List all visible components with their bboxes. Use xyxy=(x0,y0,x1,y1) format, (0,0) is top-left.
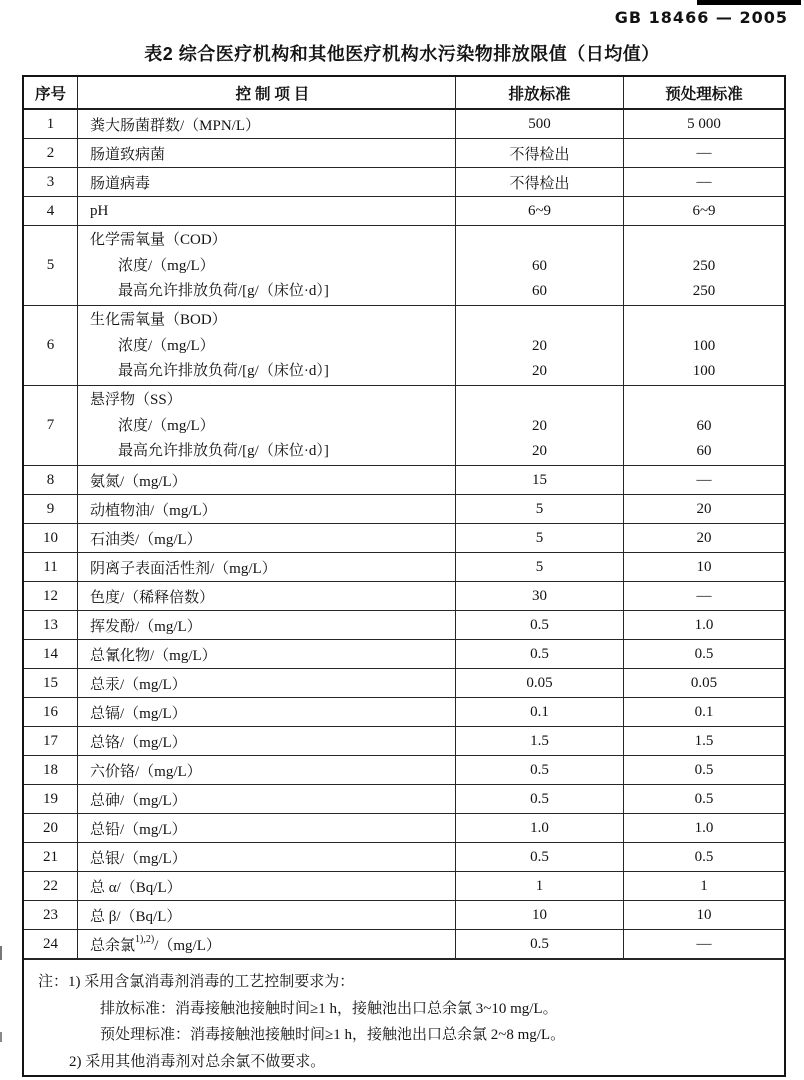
control-item-cell: 肠道病毒 xyxy=(78,168,456,196)
pretreatment-value-cell: 5 000 xyxy=(687,115,721,132)
pretreatment-value-cell: 6~9 xyxy=(692,202,716,219)
control-item-group-label: 化学需氧量（COD） xyxy=(90,232,227,248)
discharge-value-cell: 0.5 xyxy=(456,756,624,784)
pretreatment-value-cell: 0.5 xyxy=(694,790,714,807)
value-line-empty xyxy=(456,388,623,414)
table-row xyxy=(24,553,784,582)
row-number-cell: 10 xyxy=(24,524,78,552)
control-item-cell: 总氰化物/（mg/L） xyxy=(78,640,456,668)
table-row xyxy=(24,611,784,640)
row-number-cell: 2 xyxy=(24,139,78,167)
footnote-reference: 1),2) xyxy=(135,933,155,945)
value-line-empty xyxy=(624,228,784,254)
row-number-cell: 18 xyxy=(24,756,78,784)
table-footnote xyxy=(24,959,784,1075)
discharge-value-cell: 不得检出 xyxy=(456,139,624,167)
control-item-cell xyxy=(78,226,456,305)
pretreatment-value-cell: 1.5 xyxy=(694,732,714,749)
control-sub-item: 最高允许排放负荷/[g/（床位·d）] xyxy=(118,443,329,459)
discharge-sub-value: 20 xyxy=(532,337,547,354)
table-row xyxy=(24,669,784,698)
discharge-value-cell: 不得检出 xyxy=(456,168,624,196)
table-title: 表2 综合医疗机构和其他医疗机构水污染物排放限值（日均值） xyxy=(144,44,660,64)
control-item-cell: 总 α/（Bq/L） xyxy=(78,872,456,900)
header-control-item: 控 制 项 目 xyxy=(78,77,456,108)
discharge-value-cell: 0.1 xyxy=(456,698,624,726)
table-row xyxy=(24,901,784,930)
table-row xyxy=(24,872,784,901)
discharge-value-cell: 10 xyxy=(456,901,624,929)
control-item-group-label: 悬浮物（SS） xyxy=(90,392,182,408)
control-sub-item: 最高允许排放负荷/[g/（床位·d）] xyxy=(118,283,329,299)
pretreatment-value-cell: 20 xyxy=(696,529,712,546)
table-row xyxy=(24,756,784,785)
row-number-cell: 6 xyxy=(24,306,78,385)
control-item-cell: 总铅/（mg/L） xyxy=(78,814,456,842)
discharge-value-cell: 5 xyxy=(456,524,624,552)
table-body xyxy=(24,110,784,959)
control-item-cell: 肠道致病菌 xyxy=(78,139,456,167)
row-number-cell: 23 xyxy=(24,901,78,929)
discharge-value-cell: 5 xyxy=(456,553,624,581)
table-row xyxy=(24,386,784,466)
discharge-value-cell: 0.5 xyxy=(456,611,624,639)
table-row xyxy=(24,226,784,306)
row-number-cell: 5 xyxy=(24,226,78,305)
discharge-value-cell xyxy=(456,226,624,305)
pretreatment-value-cell: — xyxy=(696,173,712,190)
row-number-cell: 15 xyxy=(24,669,78,697)
control-item-cell xyxy=(78,306,456,385)
row-number-cell: 22 xyxy=(24,872,78,900)
pretreatment-sub-value: 60 xyxy=(696,443,712,459)
pretreatment-value-cell: 1 xyxy=(700,877,708,894)
discharge-sub-value: 20 xyxy=(532,443,547,459)
row-number-cell: 21 xyxy=(24,843,78,871)
row-number-cell: 16 xyxy=(24,698,78,726)
pretreatment-value-cell: — xyxy=(696,935,712,952)
discharge-value-cell: 1 xyxy=(456,872,624,900)
table-row xyxy=(24,785,784,814)
pretreatment-sub-value: 100 xyxy=(692,337,716,354)
control-item-cell: 六价铬/（mg/L） xyxy=(78,756,456,784)
pretreatment-sub-value: 250 xyxy=(692,283,716,299)
control-item-cell: 总余氯 $^{1),2)}$ /（mg/L） xyxy=(78,930,456,958)
row-number-cell: 12 xyxy=(24,582,78,610)
control-item-group-label: 生化需氧量（BOD） xyxy=(90,312,227,328)
discharge-value-cell: 15 xyxy=(456,466,624,494)
control-item-cell: 挥发酚/（mg/L） xyxy=(78,611,456,639)
header-serial-number: 序号 xyxy=(24,77,78,108)
pretreatment-value-cell: — xyxy=(696,587,712,604)
row-number-cell: 20 xyxy=(24,814,78,842)
control-item-cell: 粪大肠菌群数/（MPN/L） xyxy=(78,110,456,138)
discharge-value-cell: 30 xyxy=(456,582,624,610)
row-number-cell: 17 xyxy=(24,727,78,755)
standard-number: GB 18466 — 2005 xyxy=(614,8,788,27)
row-number-cell: 24 xyxy=(24,930,78,958)
discharge-value-cell: 0.5 xyxy=(456,640,624,668)
row-number-cell: 7 xyxy=(24,386,78,465)
scan-artifact-top-bar xyxy=(697,0,801,5)
control-item-cell: 总 β/（Bq/L） xyxy=(78,901,456,929)
scan-artifact-speck xyxy=(0,946,2,960)
pretreatment-value-cell: 1.0 xyxy=(694,819,714,836)
control-item-cell: pH xyxy=(78,197,456,225)
discharge-value-cell: 5 xyxy=(456,495,624,523)
row-number-cell: 14 xyxy=(24,640,78,668)
pretreatment-value-cell xyxy=(624,226,784,305)
table-row xyxy=(24,524,784,553)
pretreatment-sub-value: 250 xyxy=(692,257,716,274)
table-row xyxy=(24,640,784,669)
footnote-line: 注：1) 采用含氯消毒剂消毒的工艺控制要求为： xyxy=(38,974,355,990)
control-item-cell: 动植物油/（mg/L） xyxy=(78,495,456,523)
discharge-value-cell: 0.5 xyxy=(456,930,624,958)
header-discharge-standard: 排放标准 xyxy=(456,77,624,108)
row-number-cell: 13 xyxy=(24,611,78,639)
control-item-cell xyxy=(78,386,456,465)
table-row xyxy=(24,727,784,756)
control-sub-item: 浓度/（mg/L） xyxy=(118,257,215,274)
pretreatment-value-cell: 0.1 xyxy=(694,703,714,720)
control-sub-item: 浓度/（mg/L） xyxy=(118,417,215,434)
table-row xyxy=(24,582,784,611)
pretreatment-value-cell: 0.5 xyxy=(694,848,714,865)
discharge-value-cell: 0.5 xyxy=(456,843,624,871)
table-row xyxy=(24,197,784,226)
pretreatment-value-cell: — xyxy=(696,471,712,488)
row-number-cell: 11 xyxy=(24,553,78,581)
table-row xyxy=(24,466,784,495)
pretreatment-value-cell: 0.5 xyxy=(694,645,714,662)
header-pretreatment-standard: 预处理标准 xyxy=(665,85,743,103)
pretreatment-sub-value: 60 xyxy=(696,417,712,434)
control-item-cell: 阴离子表面活性剂/（mg/L） xyxy=(78,553,456,581)
row-number-cell: 4 xyxy=(24,197,78,225)
control-item-cell: 石油类/（mg/L） xyxy=(78,524,456,552)
footnote-line: 预处理标准：消毒接触池接触时间≥1 h，接触池出口总余氯 2~8 mg/L。 xyxy=(100,1027,566,1043)
control-item-cell: 总镉/（mg/L） xyxy=(78,698,456,726)
table-header-row xyxy=(24,77,784,110)
discharge-sub-value: 20 xyxy=(532,417,547,434)
scan-artifact-speck xyxy=(0,1032,2,1042)
discharge-sub-value: 60 xyxy=(532,257,547,274)
discharge-value-cell: 0.05 xyxy=(456,669,624,697)
row-number-cell: 9 xyxy=(24,495,78,523)
table-row xyxy=(24,306,784,386)
table-row xyxy=(24,930,784,959)
value-line-empty xyxy=(456,308,623,334)
pretreatment-value-cell: — xyxy=(696,144,712,161)
pretreatment-value-cell: 20 xyxy=(696,500,712,517)
row-number-cell: 19 xyxy=(24,785,78,813)
control-sub-item: 浓度/（mg/L） xyxy=(118,337,215,354)
control-item-cell: 总汞/（mg/L） xyxy=(78,669,456,697)
control-item-cell: 总砷/（mg/L） xyxy=(78,785,456,813)
control-sub-item: 最高允许排放负荷/[g/（床位·d）] xyxy=(118,363,329,379)
control-item-cell: 总铬/（mg/L） xyxy=(78,727,456,755)
footnote-line: 排放标准：消毒接触池接触时间≥1 h，接触池出口总余氯 3~10 mg/L。 xyxy=(100,1000,558,1017)
row-number-cell: 8 xyxy=(24,466,78,494)
value-line-empty xyxy=(456,228,623,254)
table-row xyxy=(24,698,784,727)
limits-table xyxy=(22,75,786,1077)
discharge-value-cell: 500 xyxy=(456,110,624,138)
table-row xyxy=(24,110,784,139)
discharge-value-cell xyxy=(456,386,624,465)
pretreatment-value-cell: 0.5 xyxy=(694,761,714,778)
pretreatment-sub-value: 100 xyxy=(692,363,716,379)
discharge-sub-value: 60 xyxy=(532,283,547,299)
row-number-cell: 1 xyxy=(24,110,78,138)
discharge-value-cell: 0.5 xyxy=(456,785,624,813)
row-number-cell: 3 xyxy=(24,168,78,196)
table-row xyxy=(24,139,784,168)
discharge-value-cell: 1.0 xyxy=(456,814,624,842)
discharge-value-cell xyxy=(456,306,624,385)
discharge-sub-value: 20 xyxy=(532,363,547,379)
pretreatment-value-cell xyxy=(624,306,784,385)
discharge-value-cell: 1.5 xyxy=(456,727,624,755)
table-row xyxy=(24,814,784,843)
pretreatment-value-cell: 10 xyxy=(696,906,712,923)
table-row xyxy=(24,168,784,197)
discharge-value-cell: 6~9 xyxy=(456,197,624,225)
control-item-cell: 色度/（稀释倍数） xyxy=(78,582,456,610)
value-line-empty xyxy=(624,388,784,414)
pretreatment-value-cell: 1.0 xyxy=(694,616,714,633)
pretreatment-value-cell: 10 xyxy=(696,558,712,575)
pretreatment-value-cell: 0.05 xyxy=(690,674,718,691)
control-item-cell: 氨氮/（mg/L） xyxy=(78,466,456,494)
control-item-cell: 总银/（mg/L） xyxy=(78,843,456,871)
footnote-line: 2) 采用其他消毒剂对总余氯不做要求。 xyxy=(69,1053,326,1070)
table-row xyxy=(24,495,784,524)
value-line-empty xyxy=(624,308,784,334)
pretreatment-value-cell xyxy=(624,386,784,465)
table-row xyxy=(24,843,784,872)
